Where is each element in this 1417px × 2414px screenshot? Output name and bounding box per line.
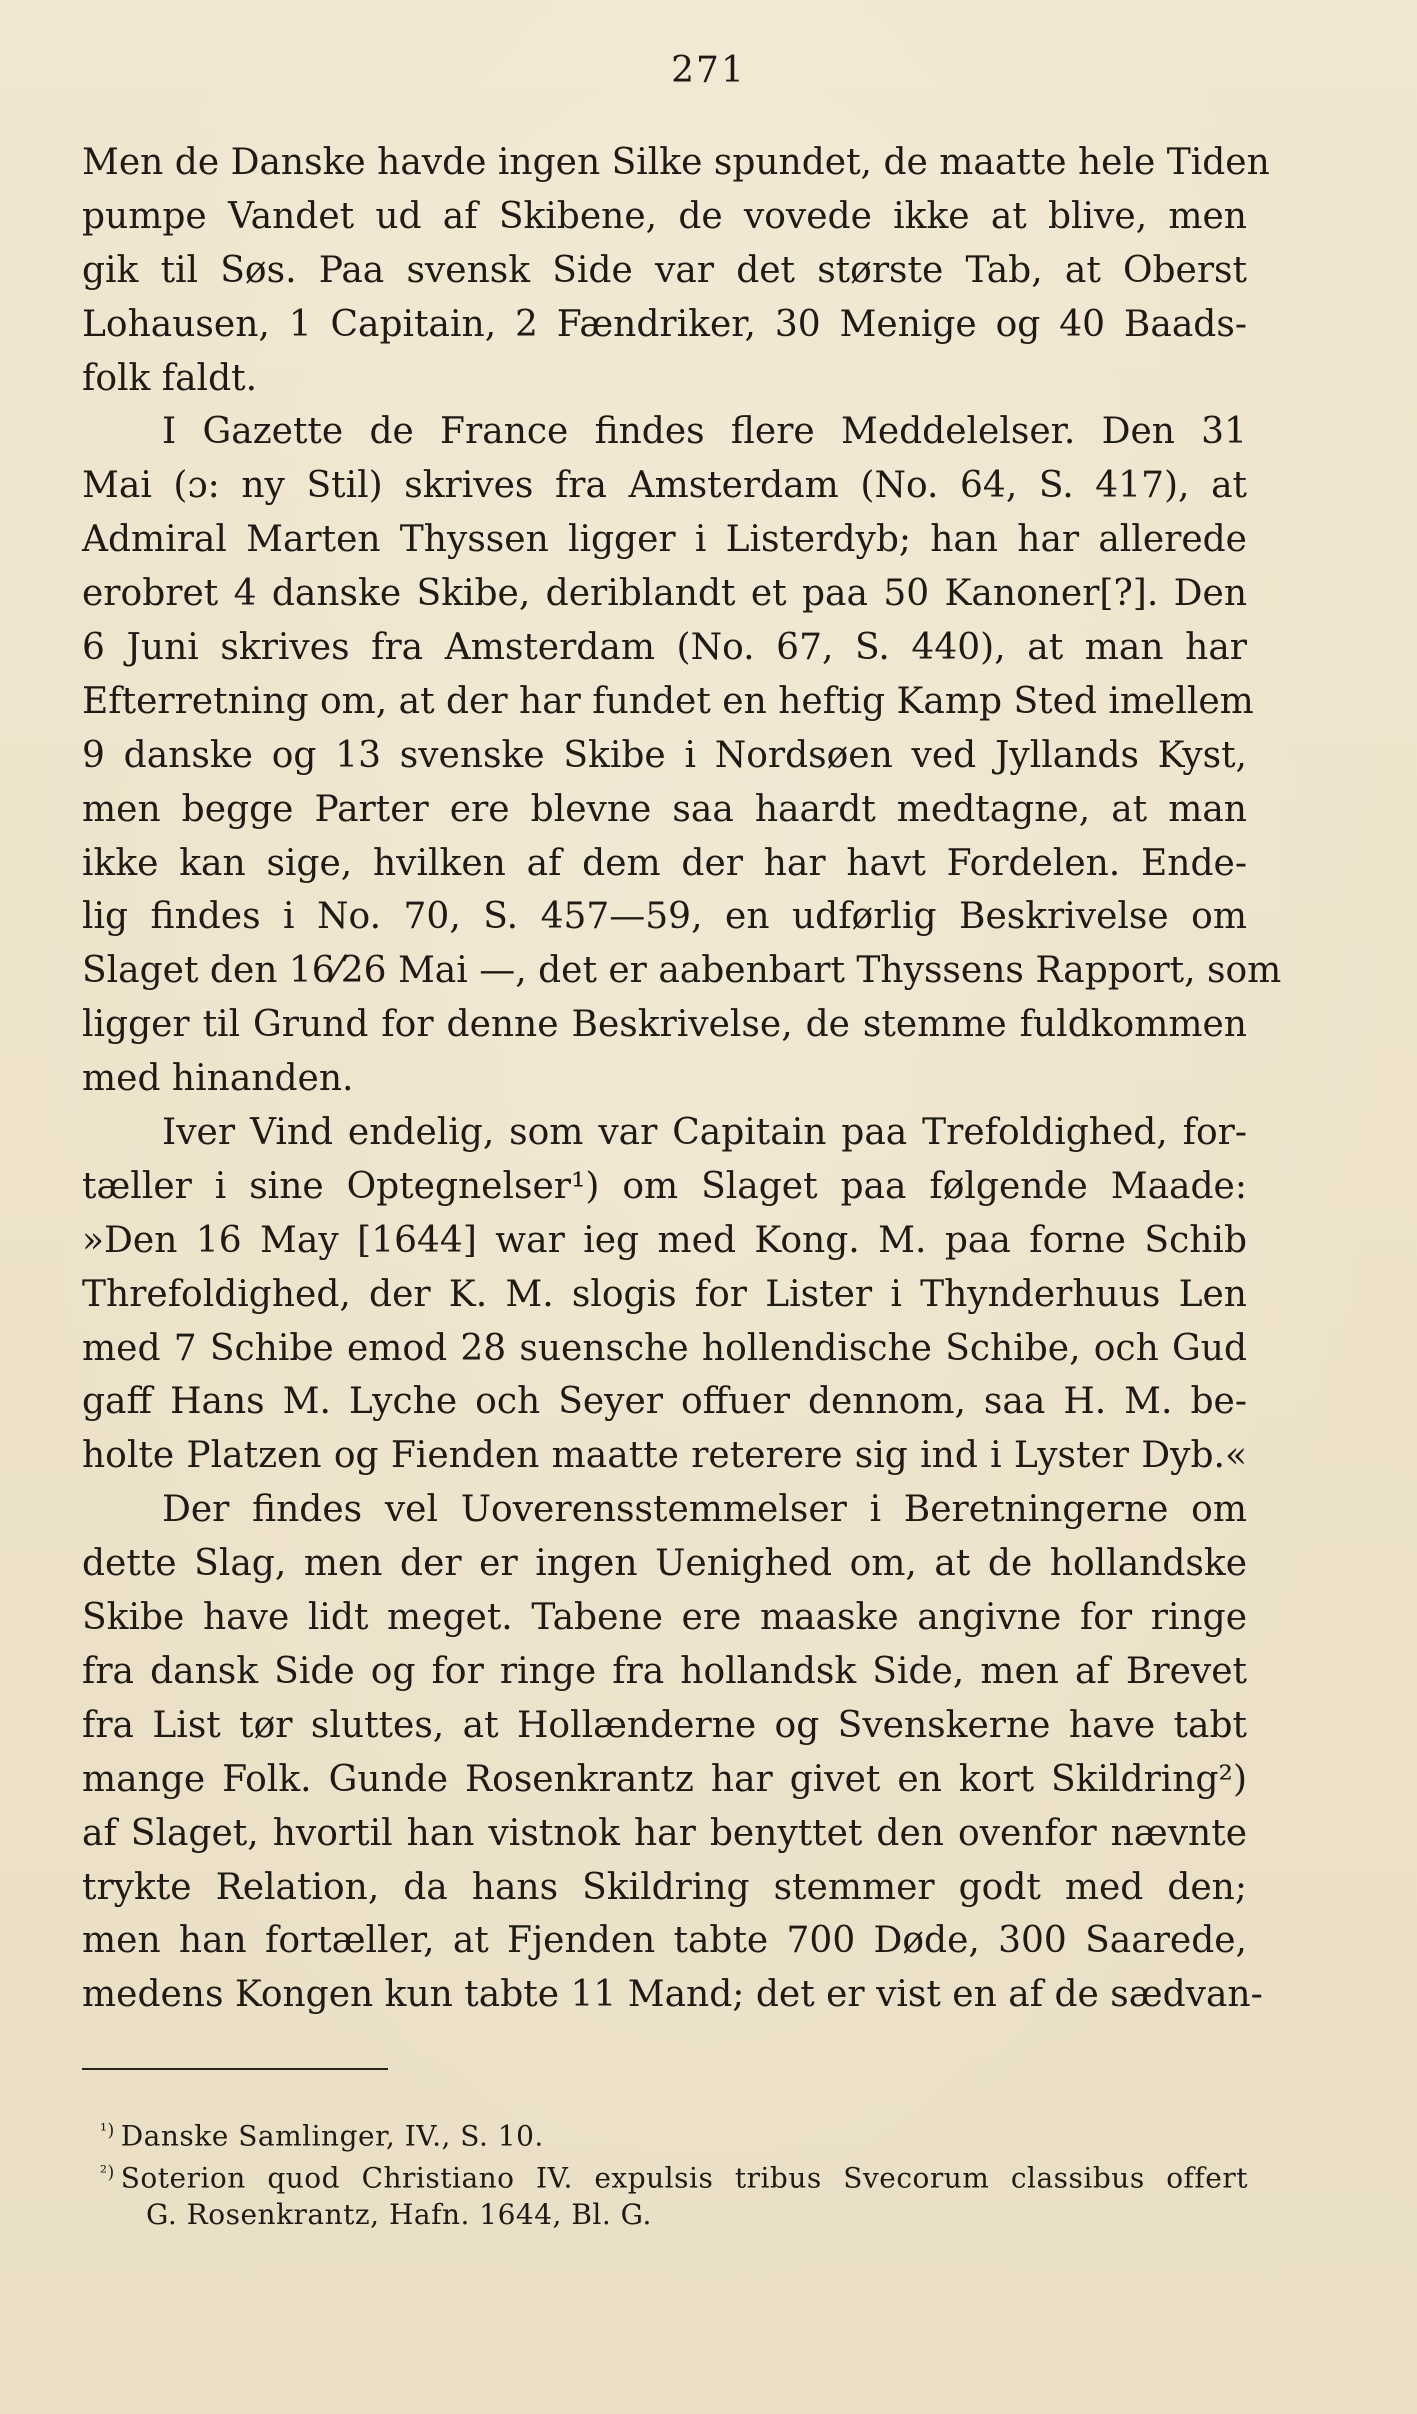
text-line: medens Kongen kun tabte 11 Mand; det er vist en af de sædvan- — [82, 1974, 1263, 2016]
text-line: gik til Søs. Paa svensk Side var det største Tab, at Oberst — [82, 249, 1247, 291]
footnote-line: G. Rosenkrantz, Hafn. 1644, Bl. G. — [146, 2198, 652, 2231]
text-line: Admiral Marten Thyssen ligger i Listerdyb; han har allerede — [82, 519, 1247, 561]
text-line: mange Folk. Gunde Rosenkrantz har givet en kort Skildring²) — [82, 1758, 1247, 1800]
footnote-line — [100, 2152, 1248, 2194]
text-line: Mai (ɔ: ny Stil) skrives fra Amsterdam (No. 64, S. 417), at — [82, 465, 1247, 507]
footnote-marker: ¹) — [100, 2121, 115, 2141]
text-line: lig findes i No. 70, S. 457—59, en udførlig Beskrivelse om — [82, 896, 1247, 938]
text-line: »Den 16 May [1644] war ieg med Kong. M. paa forne Schib — [82, 1219, 1247, 1261]
text-line: fra dansk Side og for ringe fra hollandsk Side, men af Brevet — [82, 1650, 1247, 1692]
footnote-1 — [100, 2110, 1248, 2152]
text-line: Der findes vel Uoverensstemmelser i Beretningerne om — [162, 1489, 1247, 1531]
text-line: dette Slag, men der er ingen Uenighed om, at de hollandske — [82, 1543, 1247, 1585]
footnote-divider — [82, 2068, 388, 2070]
text-line: Threfoldighed, der K. M. slogis for Lister i Thynderhuus Len — [82, 1273, 1247, 1315]
text-line: trykte Relation, da hans Skildring stemmer godt med den; — [82, 1866, 1247, 1908]
footnotes — [100, 2110, 1248, 2236]
text-line: holte Platzen og Fienden maatte reterere sig ind i Lyster Dyb.« — [82, 1435, 1247, 1477]
page-number: 271 — [671, 50, 746, 91]
text-line: tæller i sine Optegnelser¹) om Slaget paa følgende Maade: — [82, 1165, 1247, 1207]
text-line: ligger til Grund for denne Beskrivelse, de stemme fuldkommen — [82, 1004, 1247, 1046]
footnote-2 — [100, 2152, 1248, 2236]
text-line: Iver Vind endelig, som var Capitain paa Trefoldighed, for- — [162, 1112, 1247, 1154]
text-line: men han fortæller, at Fjenden tabte 700 Døde, 300 Saarede, — [82, 1920, 1247, 1962]
text-line: Efterretning om, at der har fundet en heftig Kamp Sted imellem — [82, 680, 1254, 722]
paragraph-1 — [82, 136, 1270, 405]
text-line: Men de Danske havde ingen Silke spundet, de maatte hele Tiden — [82, 142, 1270, 183]
footnote-text: Soterion quod Christiano IV. expulsis tribus Svecorum classibus offert — [120, 2161, 1248, 2195]
text-line: gaff Hans M. Lyche och Seyer offuer dennom, saa H. M. be- — [82, 1381, 1247, 1423]
text-line: erobret 4 danske Skibe, deriblandt et paa 50 Kanoner[?]. Den — [82, 573, 1247, 615]
footnote-text: Danske Samlinger, IV., S. 10. — [120, 2119, 544, 2153]
footnote-line — [100, 2110, 1248, 2152]
paragraph-4 — [82, 1483, 1263, 2022]
text-line: pumpe Vandet ud af Skibene, de vovede ikke at blive, men — [82, 195, 1247, 237]
text-line: 9 danske og 13 svenske Skibe i Nordsøen ved Jyllands Kyst, — [82, 734, 1247, 776]
paragraph-2 — [82, 405, 1282, 1106]
footnote-marker: ²) — [100, 2163, 115, 2183]
text-line: med 7 Schibe emod 28 suensche hollendische Schibe, och Gud — [82, 1327, 1247, 1369]
text-line: men begge Parter ere blevne saa haardt medtagne, at man — [82, 788, 1247, 830]
body-text — [82, 136, 1282, 2022]
text-line: Lohausen, 1 Capitain, 2 Fændriker, 30 Menige og 40 Baads- — [82, 303, 1247, 345]
text-line: med hinanden. — [82, 1058, 354, 1100]
text-line: 6 Juni skrives fra Amsterdam (No. 67, S. 440), at man har — [82, 627, 1247, 669]
text-line: I Gazette de France findes flere Meddelelser. Den 31 — [162, 411, 1247, 453]
paragraph-3 — [82, 1106, 1247, 1483]
text-line: Slaget den 16⁄26 Mai —, det er aabenbart Thyssens Rapport, som — [82, 950, 1282, 992]
text-line: af Slaget, hvortil han vistnok har benyttet den ovenfor nævnte — [82, 1812, 1247, 1854]
text-line: ikke kan sige, hvilken af dem der har havt Fordelen. Ende- — [82, 842, 1247, 884]
text-line: folk faldt. — [82, 357, 258, 399]
text-line: fra List tør sluttes, at Hollænderne og Svenskerne have tabt — [82, 1704, 1247, 1746]
text-line: Skibe have lidt meget. Tabene ere maaske angivne for ringe — [82, 1597, 1247, 1639]
